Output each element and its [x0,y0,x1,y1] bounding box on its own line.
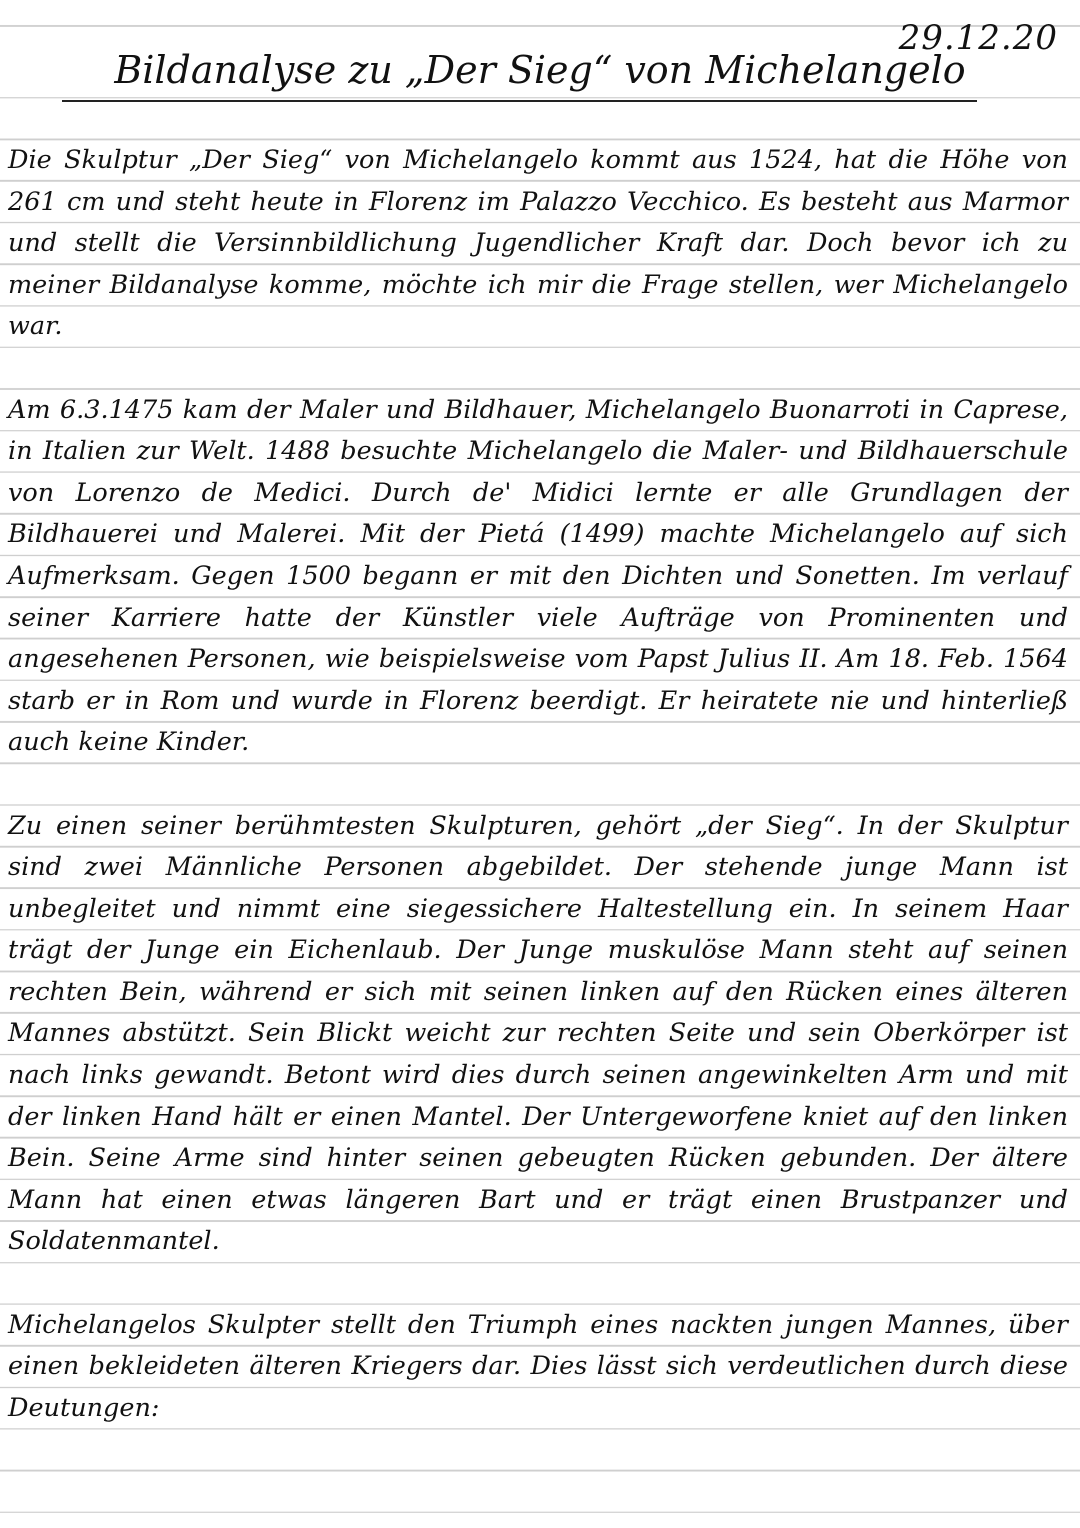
paragraph-intro: Die Skulptur „Der Sieg“ von Michelangelo kommt aus 1524, hat die Höhe von 261 cm und steht heute in Florenz im Palazzo Vecchico. Es besteht aus Marmor und stellt die Versinnbildlichung Jugendlicher Kraft dar. Doch bevor ich zu meiner Bildanalyse komme, möchte ich mir die Frage stellen, wer Michelangelo war. [8,145,1068,342]
text-body [8,140,1068,1429]
paragraph-biography: Am 6.3.1475 kam der Maler und Bildhauer, Michelangelo Buonarroti in Caprese, in Italien zur Welt. 1488 besuchte Michelangelo die Maler- und Bildhauerschule von Lorenzo de Medici. Durch de' Midici lernte er alle Grundlagen der Bildhauerei und Malerei. Mit der Pietá (1499) machte Michelangelo auf sich Aufmerksam. Gegen 1500 begann er mit den Dichten und Sonetten. Im verlauf seiner Karriere hatte der Künstler viele Aufträge von Prominenten und angesehenen Personen, wie beispielsweise vom Papst Julius II. Am 18. Feb. 1564 starb er in Rom und wurde in Florenz beerdigt. Er heiratete nie und hinterließ auch keine Kinder. [8,394,1068,758]
paragraph-description: Zu einen seiner berühmtesten Skulpturen, gehört „der Sieg“. In der Skulptur sind zwei Männliche Personen abgebildet. Der stehende junge Mann ist unbegleitet und nimmt eine siegessichere Haltestellung ein. In seinem Haar trägt der Junge ein Eichenlaub. Der Junge muskulöse Mann steht auf seinen rechten Bein, während er sich mit seinen linken auf den Rücken eines älteren Mannes abstützt. Sein Blickt weicht zur rechten Seite und sein Oberkörper ist nach links gewandt. Betont wird dies durch seinen angewinkelten Arm und mit der linken Hand hält er einen Mantel. Der Untergeworfene kniet auf den linken Bein. Seine Arme sind hinter seinen gebeugten Rücken gebunden. Der ältere Mann hat einen etwas längeren Bart und er trägt einen Brustpanzer und Soldatenmantel. [8,810,1068,1257]
paragraph-interpretation: Michelangelos Skulpter stellt den Triumph eines nackten jungen Mannes, über einen bekleideten älteren Kriegers dar. Dies lässt sich verdeutlichen durch diese Deutungen: [8,1309,1068,1423]
title-underline [62,100,977,102]
page-title: Bildanalyse zu „Der Sieg“ von Michelangelo [114,48,966,92]
date: 29.12.20 [898,18,1058,58]
